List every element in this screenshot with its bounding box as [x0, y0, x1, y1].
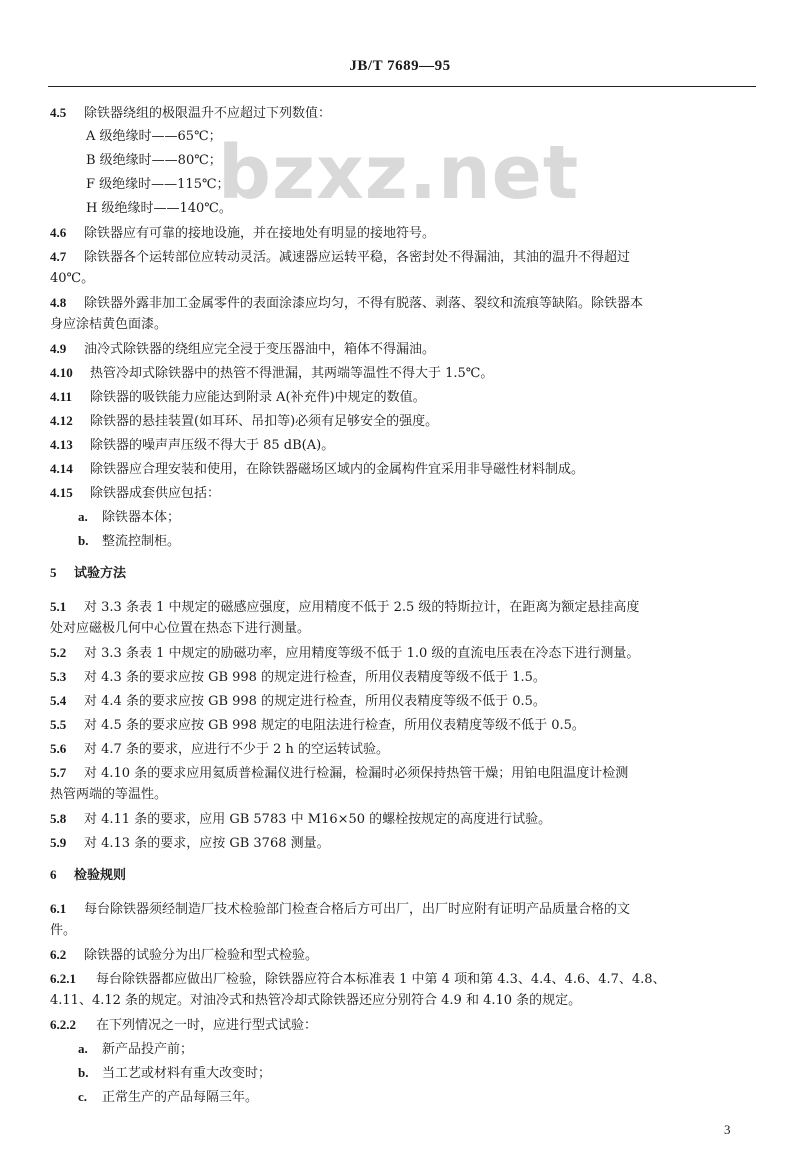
clause-number: a. [78, 509, 88, 524]
clause-text: 对 4.10 条的要求应用氦质普检漏仪进行检漏，检漏时必须保持热管干燥；用铂电阻温度计检测 [84, 766, 629, 781]
clause-text: B 级绝缘时——80℃； [86, 153, 222, 168]
clause-number: 4.5 [50, 105, 67, 120]
text-line [50, 620, 310, 638]
clause-number: 4.15 [50, 485, 73, 500]
clause-text: 每台除铁器须经制造厂技术检验部门检查合格后方可出厂，出厂时应附有证明产品质量合格的文 [84, 902, 631, 917]
clause-number: 5.9 [50, 835, 67, 850]
clause-text: H 级绝缘时——140℃。 [86, 201, 232, 216]
clause-number: 5.4 [50, 693, 67, 708]
clause-text: 对 4.3 条的要求应按 GB 998 的规定进行检查，所用仪表精度等级不低于 1.5。 [84, 670, 546, 685]
clause-text: 在下列情况之一时，应进行型式试验： [96, 1018, 318, 1033]
text-line [50, 270, 94, 288]
text-line [86, 128, 222, 146]
clause-number: 6.2.2 [50, 1017, 76, 1032]
clause-number: 4.14 [50, 461, 73, 476]
text-line [78, 1064, 271, 1083]
clause-number: b. [78, 533, 89, 548]
text-line [50, 294, 643, 313]
clause-text: 对 3.3 条表 1 中规定的励磁功率，应用精度等级不低于 1.0 级的直流电压表在冷态下进行测量。 [84, 646, 640, 661]
clause-text: 件。 [50, 923, 77, 938]
clause-text: 4.11、4.12 条的规定。对油冷式和热管冷却式除铁器还应分别符合 4.9 和 4.10 条的规定。 [50, 993, 582, 1008]
clause-text: 除铁器成套供应包括： [90, 486, 221, 501]
text-line [86, 152, 222, 170]
text-line [86, 176, 230, 194]
clause-number: 5.1 [50, 599, 67, 614]
clause-text: 除铁器应有可靠的接地设施，并在接地处有明显的接地符号。 [84, 226, 436, 241]
clause-text: A 级绝缘时——65℃； [86, 129, 222, 144]
text-line [50, 248, 630, 267]
text-line [78, 1088, 258, 1107]
clause-text: 对 4.7 条的要求，应进行不少于 2 h 的空运转试验。 [84, 742, 389, 757]
clause-text: 除铁器外露非加工金属零件的表面涂漆应均匀，不得有脱落、剥落、裂纹和流痕等缺陷。除铁器本 [84, 296, 644, 311]
clause-number: a. [78, 1041, 88, 1056]
clause-text: 当工艺或材料有重大改变时； [102, 1066, 272, 1081]
clause-text: F 级绝缘时——115℃； [86, 177, 230, 192]
clause-text: 正常生产的产品每隔三年。 [102, 1090, 259, 1105]
text-line [50, 104, 331, 123]
text-line [50, 484, 220, 503]
clause-text: 身应涂桔黄色面漆。 [50, 317, 168, 332]
clause-number: 4.13 [50, 437, 73, 452]
clause-number: 5.5 [50, 717, 67, 732]
section-number: 5 [50, 565, 57, 580]
clause-number: 4.6 [50, 225, 67, 240]
clause-number: 4.11 [50, 389, 73, 404]
clause-number: 5.3 [50, 669, 67, 684]
clause-text: 对 4.13 条的要求，应按 GB 3768 测量。 [84, 836, 330, 851]
text-line [50, 224, 435, 243]
text-line [50, 970, 666, 989]
clause-text: 整流控制柜。 [102, 534, 181, 549]
text-line [50, 388, 426, 407]
text-line [50, 644, 639, 663]
text-line [50, 598, 639, 617]
clause-number: b. [78, 1065, 89, 1080]
clause-text: 热管冷却式除铁器中的热管不得泄漏，其两端等温性不得大于 1.5℃。 [90, 366, 494, 381]
clause-text: 每台除铁器都应做出厂检验，除铁器应符合本标准表 1 中第 4 项和第 4.3、4.4、4.6、4.7、4.8、 [96, 972, 666, 987]
section-title: 试验方法 [74, 566, 127, 581]
section-number: 6 [50, 867, 57, 882]
text-line [50, 992, 581, 1010]
text-line [50, 740, 389, 759]
clause-number: c. [78, 1089, 88, 1104]
clause-text: 除铁器的吸铁能力应能达到附录 A(补充件)中规定的数值。 [90, 390, 426, 405]
text-line [50, 900, 630, 919]
text-line [78, 532, 180, 551]
text-line [50, 810, 551, 829]
clause-text: 除铁器本体； [102, 510, 181, 525]
text-line [50, 946, 318, 965]
text-line [50, 716, 585, 735]
text-line [50, 1016, 317, 1035]
clause-number: 6.1 [50, 901, 67, 916]
clause-text: 对 4.11 条的要求，应用 GB 5783 中 M16×50 的螺栓按规定的高度进行试验。 [84, 812, 552, 827]
clause-text: 除铁器绕组的极限温升不应超过下列数值： [84, 106, 332, 121]
clause-number: 4.7 [50, 249, 67, 264]
clause-text: 对 3.3 条表 1 中规定的磁感应强度，应用精度不低于 2.5 级的特斯拉计，在距离为额定悬挂高度 [84, 600, 640, 615]
clause-number: 5.7 [50, 765, 67, 780]
clause-text: 油冷式除铁器的绕组应完全浸于变压器油中，箱体不得漏油。 [84, 342, 436, 357]
text-line [50, 460, 584, 479]
clause-number: 4.9 [50, 341, 67, 356]
text-line [50, 340, 435, 359]
text-line [78, 1040, 193, 1059]
clause-text: 除铁器的试验分为出厂检验和型式检验。 [84, 948, 319, 963]
text-line [50, 764, 628, 783]
clause-number: 5.2 [50, 645, 67, 660]
clause-number: 4.8 [50, 295, 67, 310]
clause-text: 除铁器各个运转部位应转动灵活。减速器应运转平稳，各密封处不得漏油，其油的温升不得超过 [84, 250, 631, 265]
clause-number: 5.6 [50, 741, 67, 756]
header-rule [48, 86, 756, 87]
text-line [50, 786, 167, 804]
text-line [50, 834, 330, 853]
clause-number: 4.12 [50, 413, 73, 428]
text-line [78, 508, 180, 527]
page-number: 3 [724, 1122, 731, 1137]
clause-text: 除铁器的悬挂装置(如耳环、吊扣等)必须有足够安全的强度。 [90, 414, 439, 429]
clause-number: 5.8 [50, 811, 67, 826]
section-title: 检验规则 [74, 868, 127, 883]
section-heading [50, 866, 126, 885]
section-heading [50, 564, 126, 583]
text-line [50, 412, 438, 431]
clause-text: 40℃。 [50, 271, 95, 286]
clause-text: 热管两端的等温性。 [50, 787, 168, 802]
clause-text: 对 4.4 条的要求应按 GB 998 的规定进行检查，所用仪表精度等级不低于 0.5。 [84, 694, 546, 709]
clause-number: 6.2 [50, 947, 67, 962]
clause-text: 处对应磁极几何中心位置在热态下进行测量。 [50, 621, 311, 636]
clause-number: 4.10 [50, 365, 73, 380]
text-line [50, 668, 546, 687]
clause-text: 对 4.5 条的要求应按 GB 998 规定的电阻法进行检查，所用仪表精度等级不低于 0.5。 [84, 718, 585, 733]
clause-text: 除铁器应合理安装和使用，在除铁器磁场区域内的金属构件宜采用非导磁性材料制成。 [90, 462, 585, 477]
document-code-header: JB/T 7689—95 [349, 58, 451, 74]
text-line [50, 316, 167, 334]
watermark: bzxz.net [218, 130, 580, 216]
text-line [50, 692, 546, 711]
text-line [50, 436, 334, 455]
clause-number: 6.2.1 [50, 971, 76, 986]
text-line [50, 364, 493, 383]
text-line [50, 922, 76, 940]
clause-text: 除铁器的噪声声压级不得大于 85 dB(A)。 [90, 438, 335, 453]
clause-text: 新产品投产前； [102, 1042, 194, 1057]
text-line [86, 200, 232, 218]
